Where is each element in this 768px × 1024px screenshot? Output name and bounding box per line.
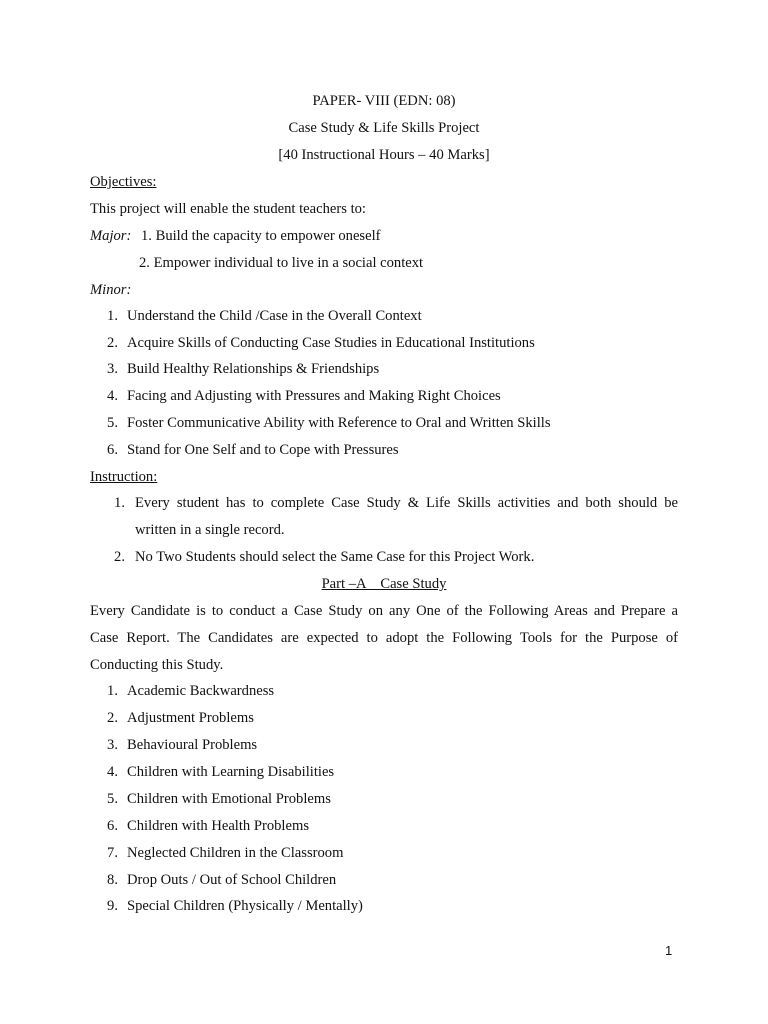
instruction-heading: Instruction: [90, 469, 158, 485]
list-number: 3. [107, 361, 118, 377]
list-number: 9. [107, 898, 118, 914]
list-item: Foster Communicative Ability with Reference to Oral and Written Skills [127, 415, 551, 431]
instruction-item: Every student has to complete Case Study & Life Skills activities and both should be [135, 495, 678, 511]
part-a-paragraph: Case Report. The Candidates are expected to adopt the Following Tools for the Purpose of [90, 630, 678, 646]
major-item: 2. Empower individual to live in a social context [139, 255, 424, 271]
list-item: Academic Backwardness [127, 683, 275, 699]
list-number: 1. [114, 495, 125, 511]
list-item: Neglected Children in the Classroom [127, 845, 344, 861]
list-item: Stand for One Self and to Cope with Pressures [127, 442, 399, 458]
list-number: 2. [107, 335, 118, 351]
list-number: 1. [107, 683, 118, 699]
page-number: 1 [665, 943, 673, 958]
list-item: Adjustment Problems [127, 710, 254, 726]
list-item: Drop Outs / Out of School Children [127, 872, 337, 888]
part-a-paragraph: Every Candidate is to conduct a Case Study on any One of the Following Areas and Prepare a [90, 603, 678, 619]
list-number: 2. [107, 710, 118, 726]
paper-code: PAPER- VIII (EDN: 08) [312, 93, 456, 109]
list-number: 4. [107, 764, 118, 780]
instruction-item-continued: written in a single record. [135, 522, 285, 538]
list-item: Acquire Skills of Conducting Case Studies in Educational Institutions [127, 335, 535, 351]
list-number: 3. [107, 737, 118, 753]
list-number: 4. [107, 388, 118, 404]
list-number: 5. [107, 791, 118, 807]
major-item: 1. Build the capacity to empower oneself [141, 228, 381, 244]
objectives-heading: Objectives: [90, 174, 157, 190]
list-item: Facing and Adjusting with Pressures and Making Right Choices [127, 388, 501, 404]
list-item: Understand the Child /Case in the Overall Context [127, 308, 422, 324]
list-number: 7. [107, 845, 118, 861]
list-number: 8. [107, 872, 118, 888]
list-number: 5. [107, 415, 118, 431]
major-label: Major: [90, 228, 132, 244]
document-title: Case Study & Life Skills Project [288, 120, 480, 136]
list-item: Behavioural Problems [127, 737, 258, 753]
list-item: Children with Learning Disabilities [127, 764, 335, 780]
list-number: 1. [107, 308, 118, 324]
part-a-heading [0, 575, 768, 593]
part-a-paragraph: Conducting this Study. [90, 657, 224, 673]
part-a-heading-text: Part –A Case Study [321, 576, 447, 592]
list-item: Children with Health Problems [127, 818, 309, 834]
list-item: Children with Emotional Problems [127, 791, 331, 807]
objectives-intro: This project will enable the student teachers to: [90, 201, 366, 217]
minor-label: Minor: [90, 282, 132, 298]
list-number: 2. [114, 549, 125, 565]
list-item: Special Children (Physically / Mentally) [127, 898, 363, 914]
list-item: Build Healthy Relationships & Friendships [127, 361, 380, 377]
list-number: 6. [107, 818, 118, 834]
list-number: 6. [107, 442, 118, 458]
hours-marks: [40 Instructional Hours – 40 Marks] [278, 147, 490, 163]
instruction-item: No Two Students should select the Same Case for this Project Work. [135, 549, 535, 565]
